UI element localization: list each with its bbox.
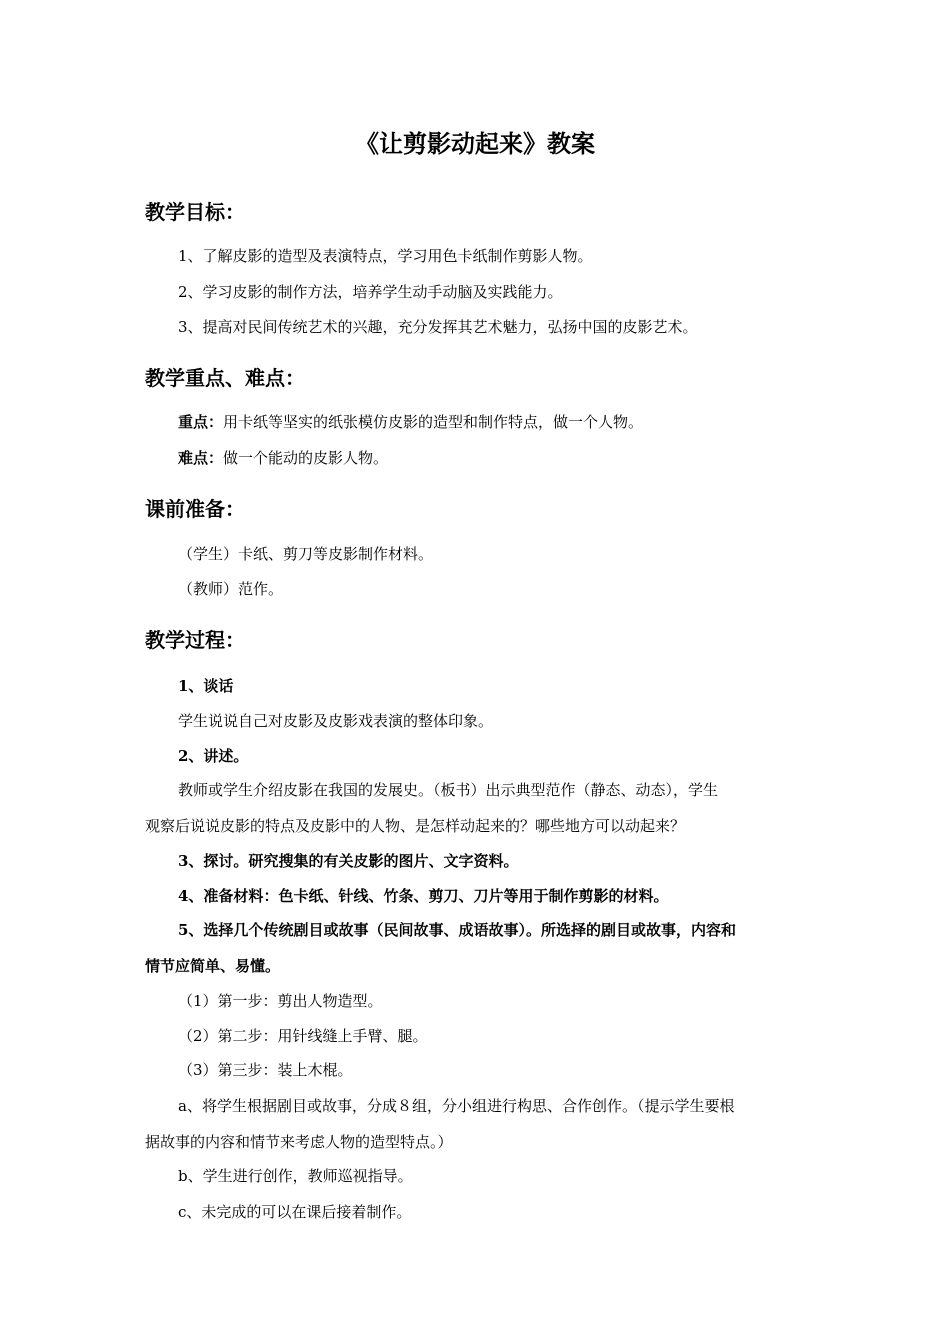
objective-item: 2、学习皮影的制作方法，培养学生动手动脑及实践能力。	[178, 283, 563, 301]
sub-step: （2）第二步：用针线缝上手臂、腿。	[178, 1027, 428, 1045]
preparation-item: （教师）范作。	[178, 580, 284, 598]
difficulty-text: 做一个能动的皮影人物。	[223, 449, 389, 467]
difficulty-line	[178, 447, 388, 468]
step5-line1: 5、选择几个传统剧目或故事（民间故事、成语故事）。所选择的剧目或故事，内容和	[178, 921, 736, 939]
step3: 3、探讨。研究搜集的有关皮影的图片、文字资料。	[178, 852, 519, 870]
sub-step: （3）第三步：装上木棍。	[178, 1061, 353, 1079]
focus-label: 重点：	[178, 413, 224, 431]
process-heading: 教学过程：	[145, 628, 245, 652]
step1-title: 1、谈话	[178, 677, 234, 695]
objective-item: 1、了解皮影的造型及表演特点，学习用色卡纸制作剪影人物。	[178, 247, 593, 265]
focus-text: 用卡纸等坚实的纸张模仿皮影的造型和制作特点，做一个人物。	[223, 413, 644, 431]
step5-line2: 情节应简单、易懂。	[145, 957, 281, 975]
step2-title: 2、讲述。	[178, 747, 249, 765]
step2-text-line2: 观察后说说皮影的特点及皮影中的人物、是怎样动起来的？哪些地方可以动起来？	[145, 817, 686, 835]
sub-step: （1）第一步：剪出人物造型。	[178, 992, 383, 1010]
objectives-heading: 教学目标：	[145, 200, 245, 224]
step1-text: 学生说说自己对皮影及皮影戏表演的整体印象。	[178, 712, 494, 730]
key-points-heading: 教学重点、难点：	[145, 366, 305, 390]
note-a-line2: 据故事的内容和情节来考虑人物的造型特点。）	[145, 1133, 453, 1151]
preparation-heading: 课前准备：	[145, 497, 245, 521]
step4: 4、准备材料：色卡纸、针线、竹条、剪刀、刀片等用于制作剪影的材料。	[178, 887, 669, 905]
objective-item: 3、提高对民间传统艺术的兴趣，充分发挥其艺术魅力，弘扬中国的皮影艺术。	[178, 318, 698, 336]
focus-line	[178, 411, 643, 432]
note-b: b、学生进行创作，教师巡视指导。	[178, 1167, 413, 1185]
difficulty-label: 难点：	[178, 449, 224, 467]
preparation-item: （学生）卡纸、剪刀等皮影制作材料。	[178, 545, 434, 563]
step2-text-line1: 教师或学生介绍皮影在我国的发展史。（板书）出示典型范作（静态、动态），学生	[178, 781, 719, 799]
note-c: c、未完成的可以在课后接着制作。	[178, 1203, 412, 1221]
page-title: 《让剪影动起来》教案	[355, 130, 595, 158]
note-a-line1: a、将学生根据剧目或故事，分成８组，分小组进行构思、合作创作。（提示学生要根	[178, 1097, 735, 1115]
